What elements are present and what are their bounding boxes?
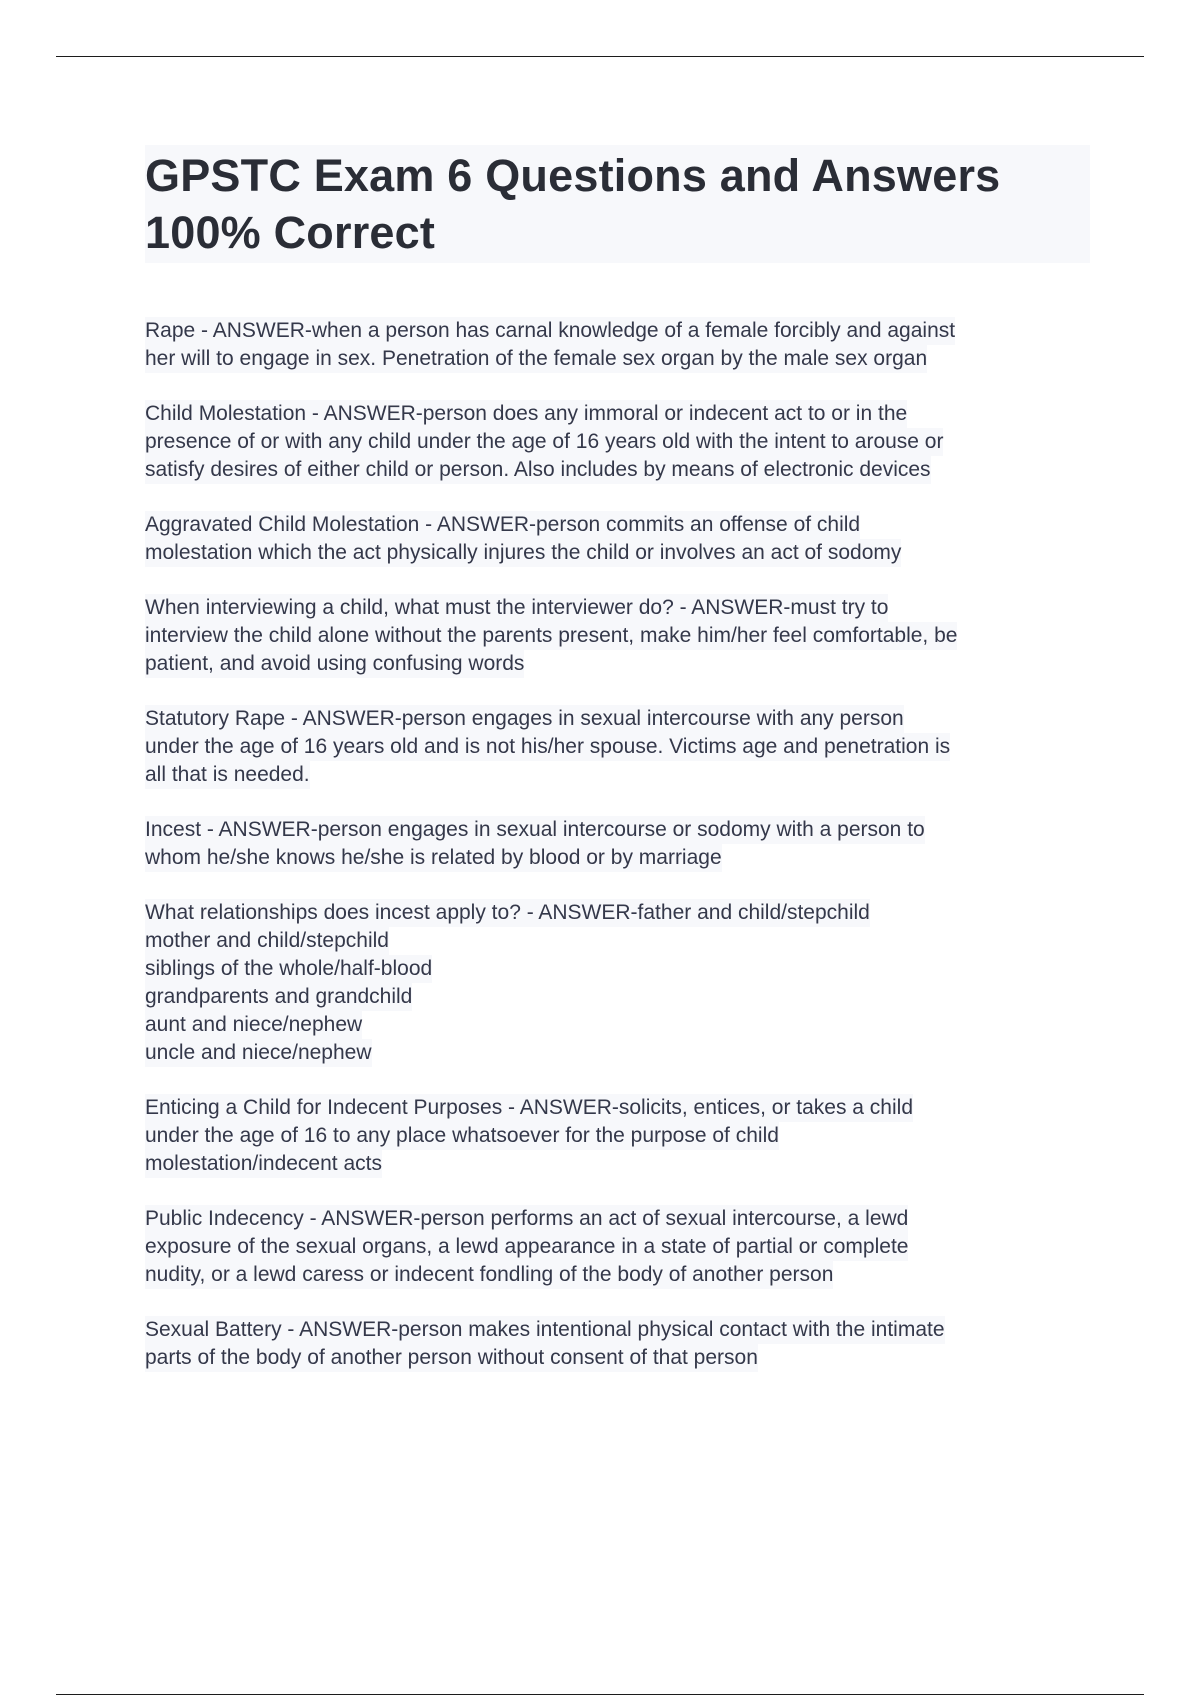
- qa-item-aggravated-child-molestation: [145, 511, 1090, 567]
- qa-line: her will to engage in sex. Penetration of the female sex organ by the male sex organ: [145, 345, 927, 373]
- qa-line: Child Molestation - ANSWER-person does any immoral or indecent act to or in the: [145, 400, 907, 428]
- qa-line: What relationships does incest apply to? - ANSWER-father and child/stepchild: [145, 899, 870, 927]
- qa-item-incest: [145, 816, 1090, 872]
- title-line-1: GPSTC Exam 6 Questions and Answers: [145, 150, 1001, 201]
- qa-line: presence of or with any child under the age of 16 years old with the intent to arouse or: [145, 428, 943, 456]
- qa-line: Statutory Rape - ANSWER-person engages in sexual intercourse with any person: [145, 705, 904, 733]
- qa-line: all that is needed.: [145, 761, 310, 789]
- qa-item-enticing-child: [145, 1094, 1090, 1178]
- qa-line: Enticing a Child for Indecent Purposes - ANSWER-solicits, entices, or takes a child: [145, 1094, 913, 1122]
- bottom-divider: [56, 1694, 1144, 1695]
- qa-line: under the age of 16 to any place whatsoever for the purpose of child: [145, 1122, 779, 1150]
- qa-line: interview the child alone without the parents present, make him/her feel comfortable, be: [145, 622, 957, 650]
- qa-line: nudity, or a lewd caress or indecent fondling of the body of another person: [145, 1261, 833, 1289]
- qa-item-interviewing-child: [145, 594, 1090, 678]
- qa-line: whom he/she knows he/she is related by blood or by marriage: [145, 844, 722, 872]
- qa-line: When interviewing a child, what must the interviewer do? - ANSWER-must try to: [145, 594, 888, 622]
- qa-line: Rape - ANSWER-when a person has carnal knowledge of a female forcibly and against: [145, 317, 955, 345]
- title-block: [145, 145, 1090, 263]
- qa-item-statutory-rape: [145, 705, 1090, 789]
- title-line-2: 100% Correct: [145, 207, 436, 258]
- qa-item-public-indecency: [145, 1205, 1090, 1289]
- qa-line: aunt and niece/nephew: [145, 1011, 362, 1039]
- qa-line: uncle and niece/nephew: [145, 1039, 372, 1067]
- qa-line: patient, and avoid using confusing words: [145, 650, 524, 678]
- qa-item-rape: [145, 317, 1090, 373]
- qa-list: [145, 317, 1090, 1372]
- qa-item-child-molestation: [145, 400, 1090, 484]
- qa-line: exposure of the sexual organs, a lewd appearance in a state of partial or complete: [145, 1233, 908, 1261]
- qa-line: under the age of 16 years old and is not his/her spouse. Victims age and penetration is: [145, 733, 950, 761]
- qa-item-sexual-battery: [145, 1316, 1090, 1372]
- qa-line: Incest - ANSWER-person engages in sexual intercourse or sodomy with a person to: [145, 816, 925, 844]
- document-title: [145, 147, 1090, 261]
- qa-line: Sexual Battery - ANSWER-person makes intentional physical contact with the intimate: [145, 1316, 945, 1344]
- qa-line: Public Indecency - ANSWER-person performs an act of sexual intercourse, a lewd: [145, 1205, 908, 1233]
- qa-line: mother and child/stepchild: [145, 927, 389, 955]
- qa-line: molestation which the act physically injures the child or involves an act of sodomy: [145, 539, 901, 567]
- top-divider: [56, 56, 1144, 57]
- qa-line: parts of the body of another person without consent of that person: [145, 1344, 758, 1372]
- document-page: [145, 145, 1090, 1399]
- qa-item-incest-relationships: [145, 899, 1090, 1067]
- qa-line: grandparents and grandchild: [145, 983, 412, 1011]
- qa-line: satisfy desires of either child or person. Also includes by means of electronic devices: [145, 456, 931, 484]
- qa-line: siblings of the whole/half-blood: [145, 955, 432, 983]
- qa-line: molestation/indecent acts: [145, 1150, 382, 1178]
- qa-line: Aggravated Child Molestation - ANSWER-person commits an offense of child: [145, 511, 860, 539]
